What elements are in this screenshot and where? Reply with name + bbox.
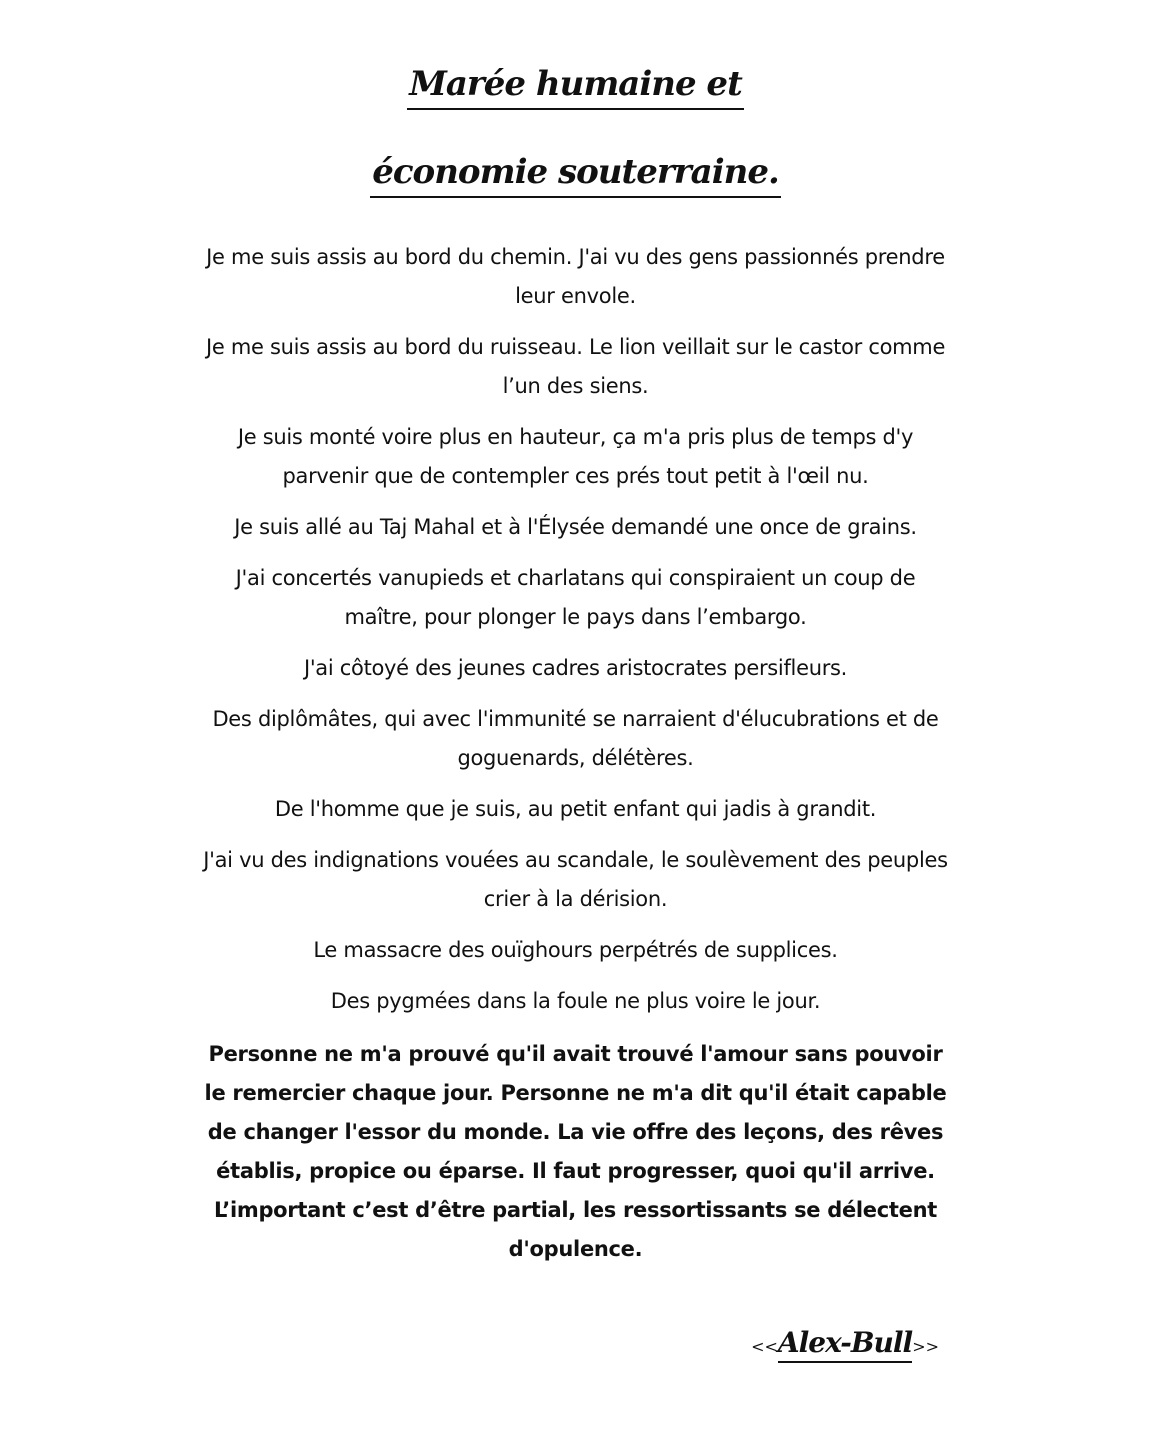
title-line-1 bbox=[0, 64, 1151, 110]
title-line-2-text: économie souterraine. bbox=[370, 152, 781, 198]
paragraph: Je me suis assis au bord du chemin. J'ai vu des gens passionnés prendre leur envole. bbox=[206, 245, 945, 308]
paragraph: Je suis allé au Taj Mahal et à l'Élysée demandé une once de grains. bbox=[234, 515, 917, 539]
closing-paragraph: Personne ne m'a prouvé qu'il avait trouvé l'amour sans pouvoir le remercier chaque jour. Personne ne m'a dit qu'il était capable de changer l'essor du monde. La vie offre des leçons, des rêves établis, propice ou éparse. Il faut progresser, quoi qu'il arrive. L’important c’est d’être partial, les ressortissants se délectent d'opulence. bbox=[204, 1042, 947, 1261]
paragraph: De l'homme que je suis, au petit enfant qui jadis à grandit. bbox=[274, 797, 877, 821]
poem-body bbox=[200, 238, 951, 1281]
paragraph: Des diplômâtes, qui avec l'immunité se narraient d'élucubrations et de goguenards, délétères. bbox=[212, 707, 939, 770]
paragraph: J'ai concertés vanupieds et charlatans qui conspiraient un coup de maître, pour plonger le pays dans l’embargo. bbox=[235, 566, 916, 629]
paragraph: J'ai vu des indignations vouées au scandale, le soulèvement des peuples crier à la dérision. bbox=[203, 848, 948, 911]
paragraph: Le massacre des ouïghours perpétrés de supplices. bbox=[313, 938, 838, 962]
title-line-1-text: Marée humaine et bbox=[407, 64, 744, 110]
paragraph: Je me suis assis au bord du ruisseau. Le lion veillait sur le castor comme l’un des siens. bbox=[205, 335, 946, 398]
paragraph: J'ai côtoyé des jeunes cadres aristocrates persifleurs. bbox=[303, 656, 848, 680]
paragraph: Je suis monté voire plus en hauteur, ça m'a pris plus de temps d'y parvenir que de contempler ces prés tout petit à l'œil nu. bbox=[237, 425, 914, 488]
paragraph: Des pygmées dans la foule ne plus voire le jour. bbox=[330, 989, 821, 1013]
signature bbox=[751, 1326, 939, 1359]
signature-name: Alex-Bull bbox=[778, 1326, 912, 1363]
signature-suffix: >> bbox=[912, 1337, 939, 1356]
signature-prefix: << bbox=[751, 1337, 778, 1356]
title-line-2 bbox=[0, 152, 1151, 198]
